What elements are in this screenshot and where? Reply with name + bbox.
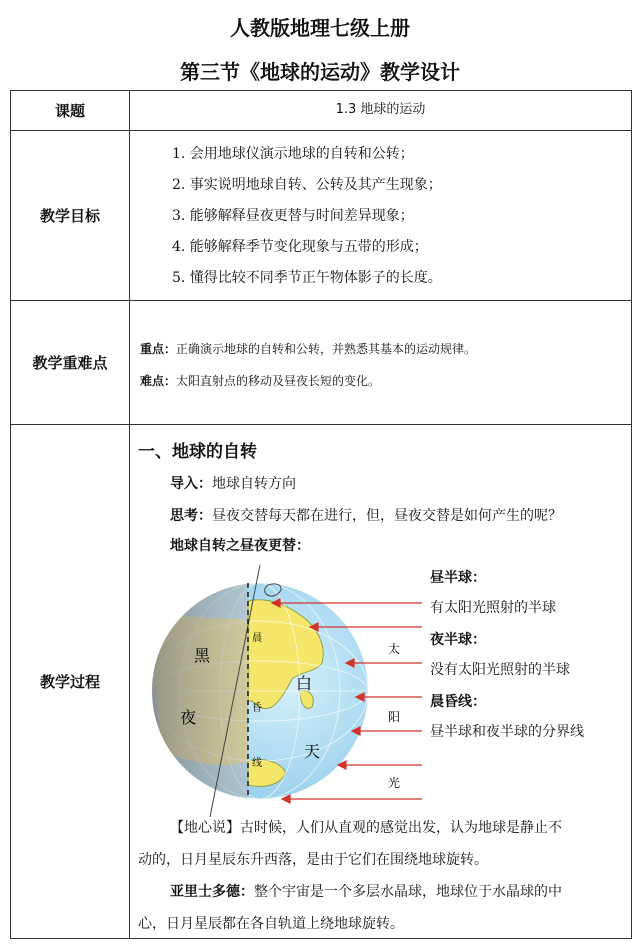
topic-label: 课题 xyxy=(11,91,130,131)
intro-text: 地球自转方向 xyxy=(212,476,296,492)
intro-label: 导入： xyxy=(170,476,212,492)
row-topic xyxy=(11,91,632,131)
topic-value: 1.3 地球的运动 xyxy=(130,91,632,131)
day-hemisphere-term: 昼半球： xyxy=(430,570,486,586)
night-shade xyxy=(140,561,248,821)
hard-point xyxy=(140,365,631,397)
goals-list xyxy=(130,131,631,300)
night-hemisphere-def: 没有太阳光照射的半球 xyxy=(430,662,570,678)
hard-point-text: 太阳直射点的移动及昼夜长短的变化。 xyxy=(176,374,381,388)
document-title: 人教版地理七级上册 xyxy=(230,16,410,40)
keys-cell xyxy=(130,301,632,425)
terminator-def: 昼半球和夜半球的分界线 xyxy=(430,724,584,740)
geocentric-paragraph-line-2: 动的，日月星辰东升西落，是由于它们在围绕地球旋转。 xyxy=(138,852,488,868)
row-keys xyxy=(11,301,632,425)
terminator-term: 晨昏线： xyxy=(430,694,486,710)
day-label-1: 白 xyxy=(296,674,313,693)
hard-point-label: 难点： xyxy=(140,374,177,388)
night-label-2: 夜 xyxy=(180,708,197,727)
aristotle-paragraph-line-1 xyxy=(170,881,562,901)
intro-line xyxy=(170,473,296,493)
document-subtitle: 第三节《地球的运动》教学设计 xyxy=(180,60,460,84)
think-text: 昼夜交替每天都在进行，但，昼夜交替是如何产生的呢？ xyxy=(212,508,562,524)
aristotle-text-1: 整个宇宙是一个多层水晶球，地球位于水晶球的中 xyxy=(254,884,562,900)
lesson-plan-table xyxy=(10,90,632,939)
aristotle-label: 亚里士多德： xyxy=(170,884,254,900)
key-point-text: 正确演示地球的自转和公转，并熟悉其基本的运动规律。 xyxy=(176,342,477,356)
process-label: 教学过程 xyxy=(11,425,130,939)
sun-label-1: 太 xyxy=(388,642,401,656)
goals-cell xyxy=(130,131,632,301)
geocentric-label: 【地心说】 xyxy=(170,820,240,836)
geocentric-paragraph-line-1 xyxy=(170,817,562,837)
goal-item: 2. 事实说明地球自转、公转及其产生现象； xyxy=(172,177,442,193)
goal-item: 5. 懂得比较不同季节正午物体影子的长度。 xyxy=(172,270,442,286)
think-label: 思考： xyxy=(170,508,212,524)
sun-label-3: 光 xyxy=(388,776,401,790)
key-point xyxy=(140,333,631,365)
aristotle-paragraph-line-2: 心，日月星辰都在各自轨道上绕地球旋转。 xyxy=(138,916,404,932)
day-hemisphere-def: 有太阳光照射的半球 xyxy=(430,600,556,616)
land-masses xyxy=(140,561,368,821)
goals-label: 教学目标 xyxy=(11,131,130,301)
terminator-label-1: 晨 xyxy=(252,633,262,644)
terminator-label-2: 昏 xyxy=(252,703,262,714)
night-label-1: 黑 xyxy=(194,646,211,665)
key-point-label: 重点： xyxy=(140,342,177,356)
earth-day-night-figure xyxy=(140,561,425,821)
night-hemisphere-term: 夜半球： xyxy=(430,632,486,648)
row-goals xyxy=(11,131,632,301)
goal-item: 4. 能够解释季节变化现象与五带的形成； xyxy=(172,239,428,255)
sub-heading: 地球自转之昼夜更替： xyxy=(170,538,310,554)
sun-label-2: 阳 xyxy=(388,710,401,724)
day-label-2: 天 xyxy=(304,742,321,761)
geocentric-text-1: 古时候，人们从直观的感觉出发，认为地球是静止不 xyxy=(240,820,562,836)
terminator-label-3: 线 xyxy=(252,758,262,769)
think-line xyxy=(170,505,562,525)
goal-item: 1. 会用地球仪演示地球的自转和公转； xyxy=(172,146,414,162)
goal-item: 3. 能够解释昼夜更替与时间差异现象； xyxy=(172,208,414,224)
section-heading: 一、地球的自转 xyxy=(138,442,257,462)
row-process xyxy=(11,425,632,939)
process-cell xyxy=(130,425,632,939)
keys-label: 教学重难点 xyxy=(11,301,130,425)
